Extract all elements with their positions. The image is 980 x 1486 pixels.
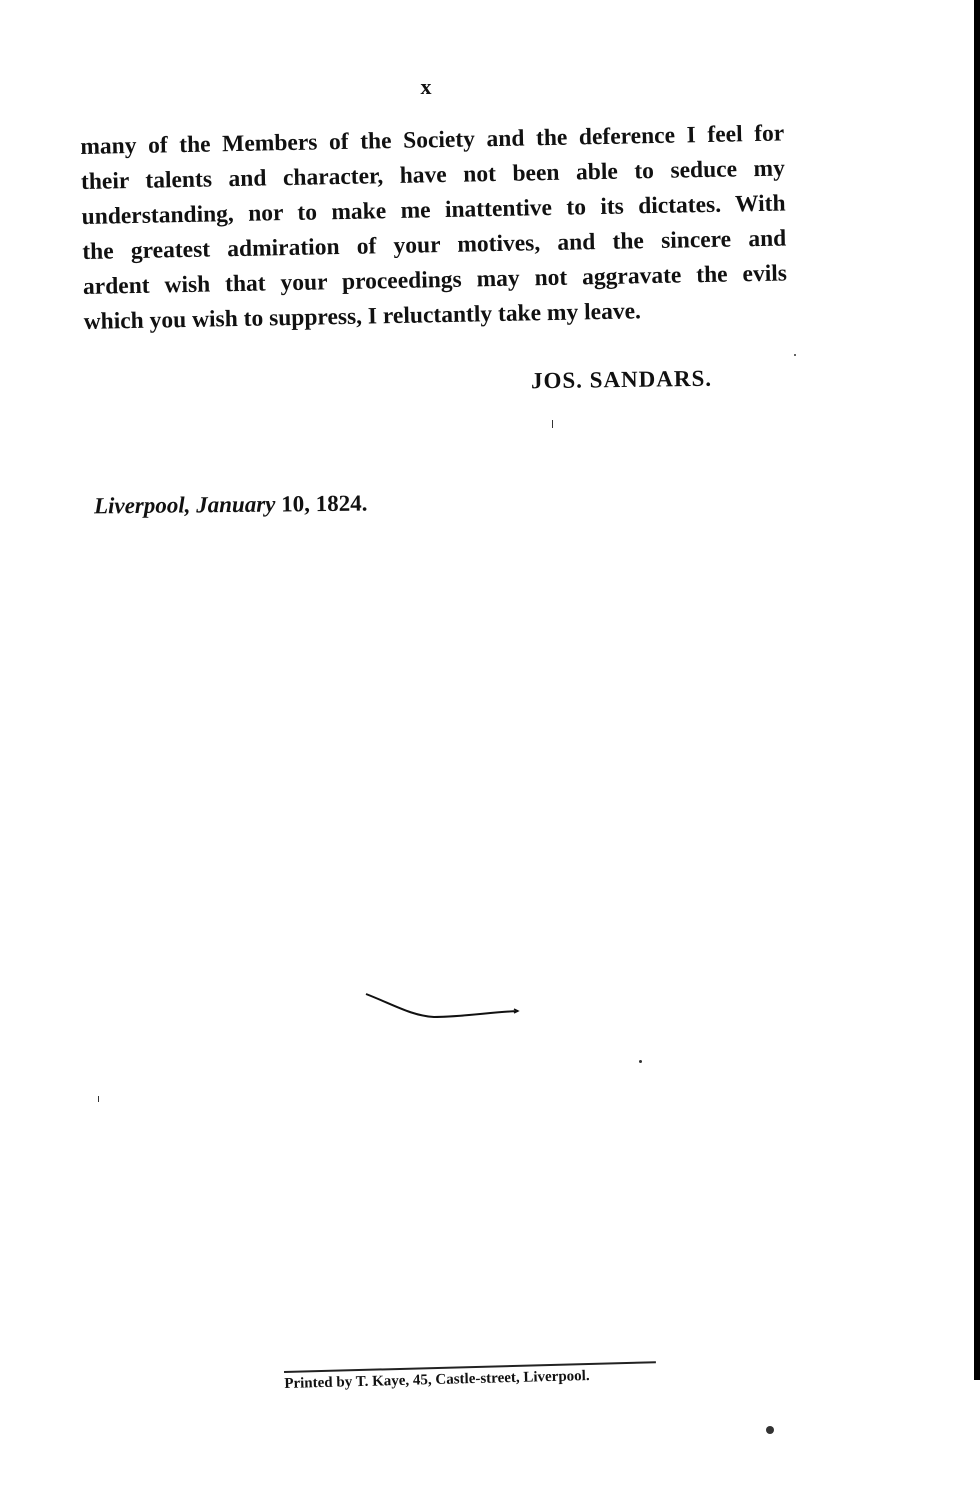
body-line: the greatest admiration of your motives, and the sincere and xyxy=(82,225,787,265)
letter-body xyxy=(80,116,788,339)
signature: JOS. SANDARS. xyxy=(530,365,713,394)
page-number: x xyxy=(420,74,432,99)
dateline-date: 10, 1824. xyxy=(281,490,368,517)
body-line: which you wish to suppress, I reluctantly take my leave. xyxy=(83,298,642,335)
ink-speck xyxy=(639,1060,642,1063)
ink-speck xyxy=(766,1426,774,1434)
ink-speck xyxy=(98,1096,99,1102)
body-line: understanding, nor to make me inattentive to its dictates. With xyxy=(81,190,786,230)
flourish-ornament xyxy=(362,990,522,1024)
body-line: ardent wish that your proceedings may not aggravate the evils xyxy=(82,260,788,300)
printer-imprint xyxy=(284,1361,660,1393)
imprint-text: Printed by T. Kaye, 45, Castle-street, Liverpool. xyxy=(284,1368,590,1392)
scan-edge xyxy=(974,0,980,1380)
dateline-place: Liverpool, January xyxy=(93,491,276,519)
ink-speck xyxy=(552,420,553,428)
dateline xyxy=(94,491,368,520)
ink-speck xyxy=(794,354,796,356)
body-line: their talents and character, have not been able to seduce my xyxy=(80,155,786,195)
body-line: many of the Members of the Society and the deference I feel for xyxy=(80,120,785,160)
